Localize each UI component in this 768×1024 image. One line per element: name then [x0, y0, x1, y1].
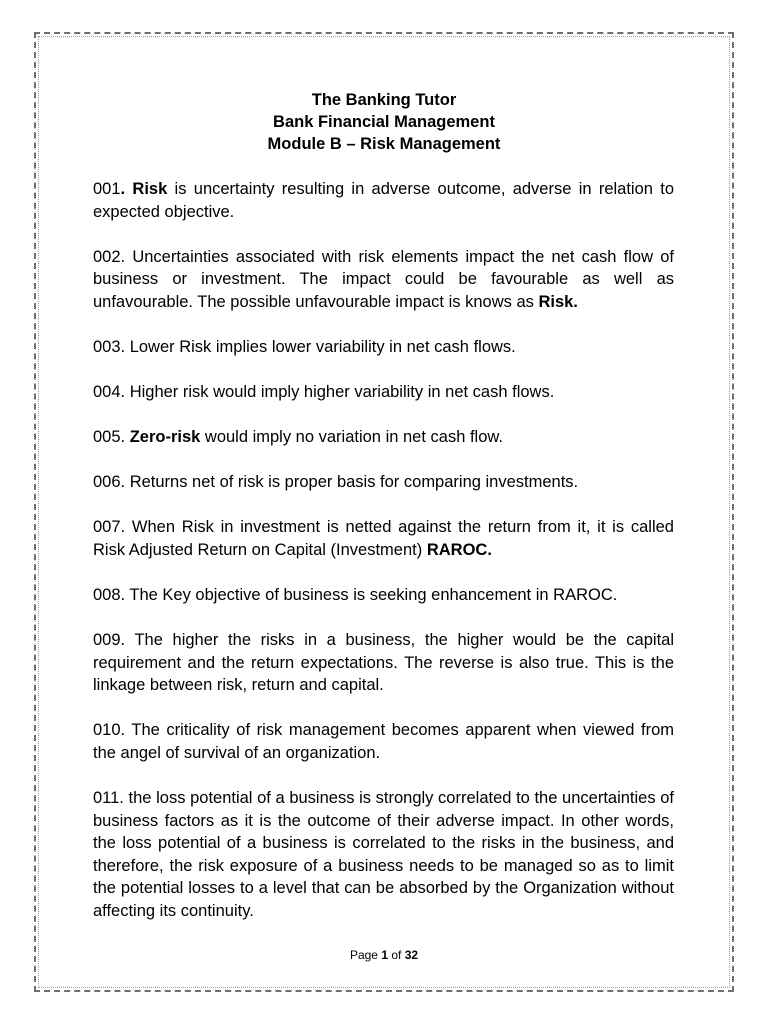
paragraph-text: 006. Returns net of risk is proper basis for comparing investments.	[93, 473, 579, 492]
page-footer	[92, 947, 676, 963]
paragraph-010	[93, 719, 674, 764]
paragraph-text: 004. Higher risk would imply higher variability in net cash flows.	[93, 383, 555, 402]
term-zero-risk: Zero-risk	[129, 428, 201, 447]
paragraph-001	[93, 178, 674, 223]
paragraph-text: is uncertainty resulting in adverse outcome, adverse in relation to expected objective.	[93, 180, 674, 221]
paragraph-prefix: 005.	[93, 428, 130, 447]
header-title: The Banking Tutor	[311, 91, 457, 109]
page-label: Page	[349, 948, 382, 962]
paragraph-011	[93, 787, 674, 923]
paragraph-text: 007. When Risk in investment is netted against the return from it, it is called Risk Adjusted Return on Capital (Investment)	[93, 518, 674, 559]
term-raroc: RAROC.	[426, 540, 492, 559]
term-risk: Risk	[132, 180, 168, 198]
paragraph-004	[93, 381, 674, 404]
paragraph-text: 008. The Key objective of business is seeking enhancement in RAROC.	[93, 586, 618, 605]
paragraph-003	[93, 336, 674, 359]
paragraph-text: 010. The criticality of risk management becomes apparent when viewed from the angel of survival of an organization.	[93, 721, 674, 762]
page-current: 1	[381, 948, 388, 962]
paragraph-text: 002. Uncertainties associated with risk elements impact the net cash flow of business or investment. The impact could be favourable as well as unfavourable. The possible unfavourable impact is knows as	[93, 247, 674, 311]
paragraph-008	[93, 584, 674, 607]
paragraph-text: 011. the loss potential of a business is strongly correlated to the uncertainties of business factors as it is the outcome of their adverse impact. In other words, the loss potential of a business is correlated to the risks in the business, and therefore, the risk exposure of a business needs to be managed so as to limit the potential losses to a level that can be absorbed by the Organization without affecting its continuity.	[93, 789, 674, 921]
paragraph-number: 001	[93, 180, 121, 198]
header-subtitle: Bank Financial Management	[273, 113, 495, 131]
paragraph-dot: .	[120, 180, 133, 198]
page-total: 32	[404, 948, 419, 962]
paragraph-006	[93, 471, 674, 494]
paragraph-text: 003. Lower Risk implies lower variability in net cash flows.	[93, 337, 516, 356]
paragraph-009	[93, 629, 674, 697]
header-module: Module B – Risk Management	[267, 135, 501, 153]
document-body	[93, 178, 674, 945]
paragraph-text: would imply no variation in net cash flow.	[200, 428, 503, 447]
paragraph-005	[93, 426, 674, 449]
document-header	[92, 89, 676, 155]
page-of-label: of	[388, 948, 405, 962]
paragraph-text: 009. The higher the risks in a business, the higher would be the capital requirement and the return expectations. The reverse is also true. This is the linkage between risk, return and capital.	[93, 631, 674, 695]
paragraph-002	[93, 246, 674, 314]
term-risk: Risk.	[538, 292, 578, 311]
paragraph-007	[93, 516, 674, 561]
